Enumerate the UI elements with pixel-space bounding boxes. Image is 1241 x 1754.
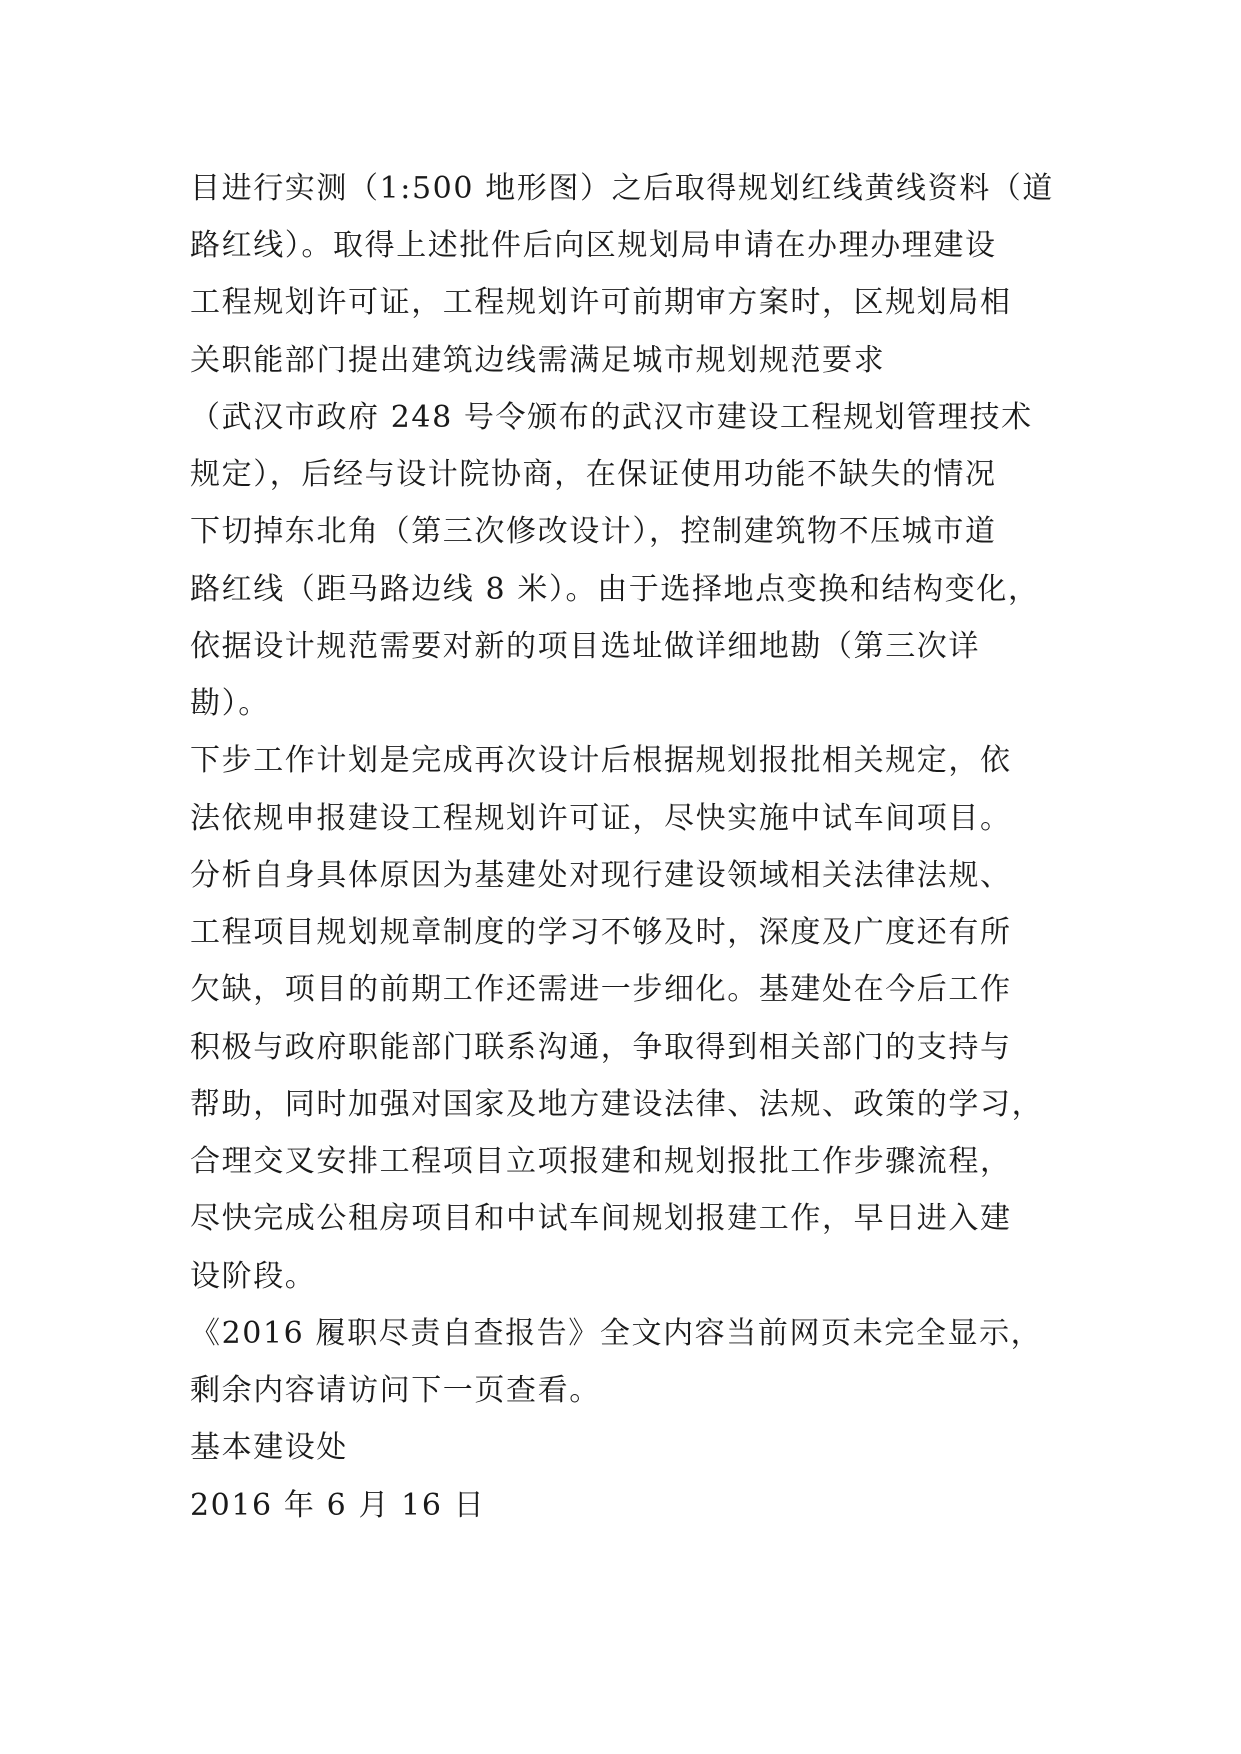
signature-department: 基本建设处 bbox=[190, 1430, 348, 1465]
text-line: 剩余内容请访问下一页查看。 bbox=[190, 1373, 601, 1408]
text-line: 规定），后经与设计院协商，在保证使用功能不缺失的情况 bbox=[190, 457, 997, 492]
text-line: 《2016 履职尽责自查报告》全文内容当前网页未完全显示， bbox=[190, 1316, 1043, 1351]
text-line: 积极与政府职能部门联系沟通，争取得到相关部门的支持与 bbox=[190, 1030, 1012, 1065]
text-line: 勘）。 bbox=[190, 686, 270, 721]
text-line: 路红线（距马路边线 8 米）。由于选择地点变换和结构变化， bbox=[190, 572, 1040, 607]
signature-date: 2016 年 6 月 16 日 bbox=[190, 1488, 486, 1523]
text-line: 合理交叉安排工程项目立项报建和规划报批工作步骤流程， bbox=[190, 1144, 1012, 1179]
text-line: 下步工作计划是完成再次设计后根据规划报批相关规定，依 bbox=[190, 743, 1012, 778]
text-line: 工程项目规划规章制度的学习不够及时，深度及广度还有所 bbox=[190, 915, 1012, 950]
text-line: 设阶段。 bbox=[190, 1259, 317, 1294]
text-line: 欠缺，项目的前期工作还需进一步细化。基建处在今后工作 bbox=[190, 972, 1012, 1007]
text-line: 工程规划许可证，工程规划许可前期审方案时，区规划局相 bbox=[190, 285, 1012, 320]
text-line: 尽快完成公租房项目和中试车间规划报建工作，早日进入建 bbox=[190, 1201, 1012, 1236]
text-line: 路红线）。取得上述批件后向区规划局申请在办理办理建设 bbox=[190, 228, 997, 263]
text-line: 下切掉东北角（第三次修改设计），控制建筑物不压城市道 bbox=[190, 514, 997, 549]
text-line: 关职能部门提出建筑边线需满足城市规划规范要求 bbox=[190, 343, 886, 378]
text-line: 帮助，同时加强对国家及地方建设法律、法规、政策的学习， bbox=[190, 1087, 1044, 1122]
text-line: 分析自身具体原因为基建处对现行建设领域相关法律法规、 bbox=[190, 858, 1012, 893]
text-line: 依据设计规范需要对新的项目选址做详细地勘（第三次详 bbox=[190, 629, 980, 664]
text-line: （武汉市政府 248 号令颁布的武汉市建设工程规划管理技术 bbox=[190, 400, 1033, 435]
text-line: 法依规申报建设工程规划许可证，尽快实施中试车间项目。 bbox=[190, 801, 1012, 836]
text-line: 目进行实测（1:500 地形图）之后取得规划红线黄线资料（道 bbox=[190, 171, 1054, 206]
